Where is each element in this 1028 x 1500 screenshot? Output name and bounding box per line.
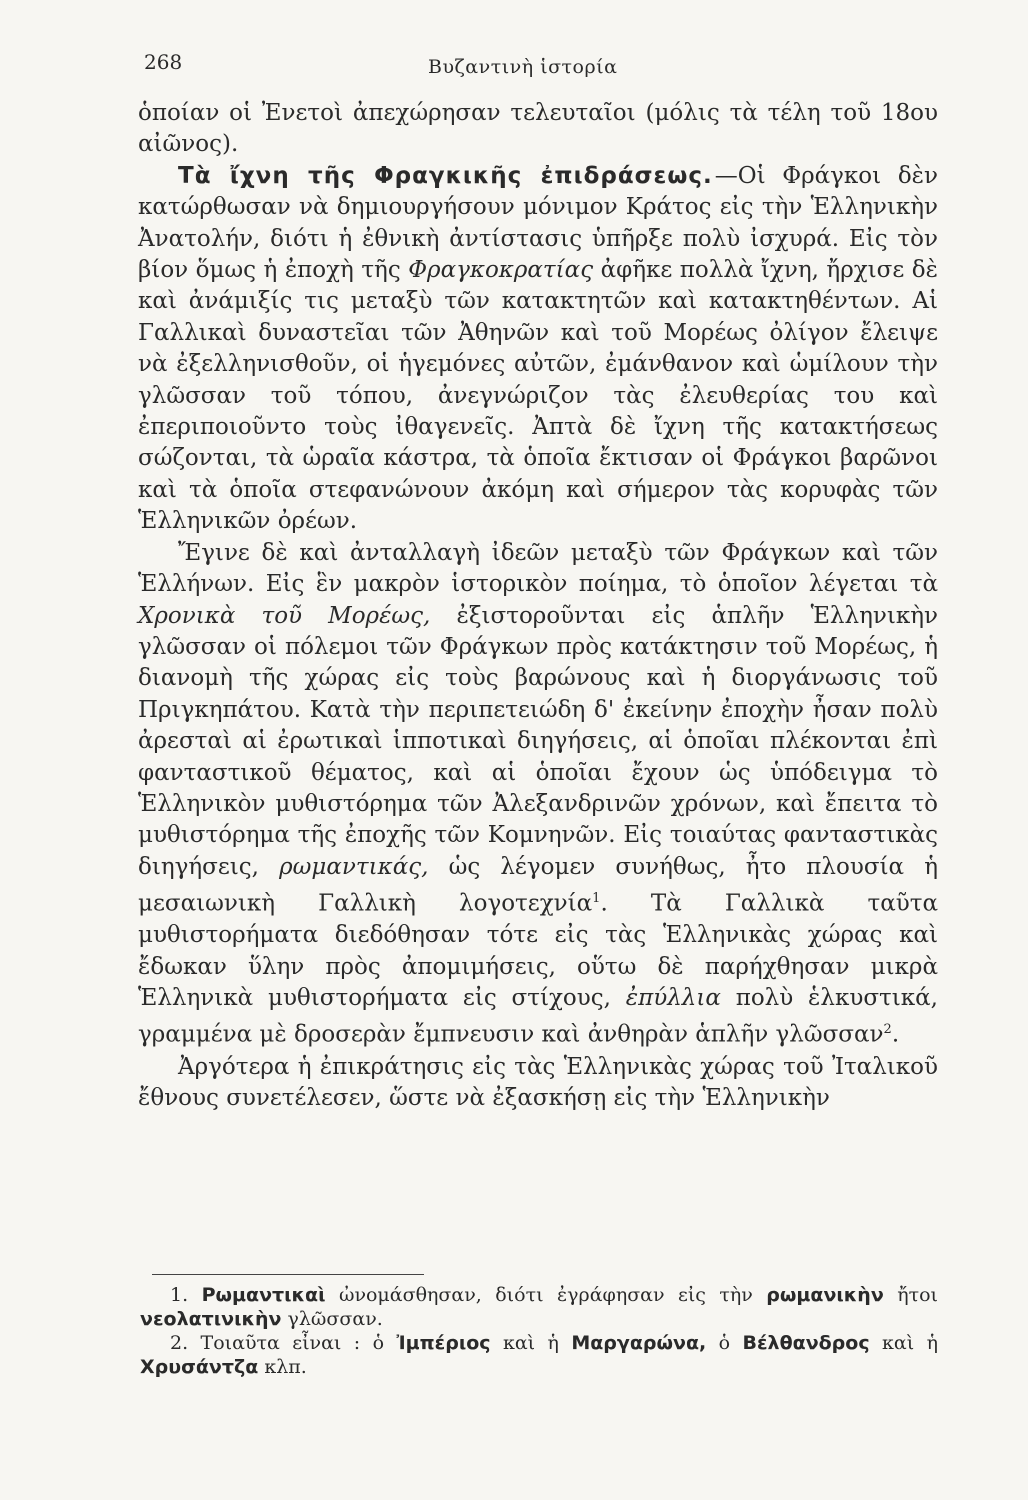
footnotes <box>140 1283 938 1379</box>
paragraph-4: Ἀργότερα ἡ ἐπικράτησις εἰς τὰς Ἑλληνικὰς χώρας τοῦ Ἰταλικοῦ ἔθνους συνετέλεσεν, ὥστε νὰ ἐξασκήσῃ εἰς τὴν Ἑλληνικὴν <box>138 1053 938 1111</box>
footnote-divider <box>152 1274 424 1275</box>
footnote-1: 1. Ρωμαντικαὶ ὠνομάσθησαν, διότι ἐγράφησαν εἰς τὴν ρωμανικὴν ἤτοι νεολατινικὴν γλῶσσαν. <box>140 1284 938 1330</box>
paragraph-2: Τὰ ἴχνη τῆς Φραγκικῆς ἐπιδράσεως.—Οἱ Φράγκοι δὲν κατώρθωσαν νὰ δημιουργήσουν μόνιμον Κράτος εἰς τὴν Ἑλληνικὴν Ἀνατολήν, διότι ἡ ἐθνικὴ ἀντίστασις ὑπῆρξε πολὺ ἰσχυρά. Εἰς τὸν βίον ὅμως ἡ ἐποχὴ τῆς Φραγκοκρατίας ἀφῆκε πολλὰ ἴχνη, ἤρχισε δὲ καὶ ἀνάμιξίς τις μεταξὺ τῶν κατακτητῶν καὶ κατακτηθέντων. Αἱ Γαλλικαὶ δυναστεῖαι τῶν Ἀθηνῶν καὶ τοῦ Μορέως ὀλίγον ἔλειψε νὰ ἐξελληνισθοῦν, οἱ ἡγεμόνες αὐτῶν, ἐμάνθανον καὶ ὡμίλουν τὴν γλῶσσαν τοῦ τόπου, ἀνεγνώριζον τὰς ἐλευθερίας του καὶ ἐπεριποιοῦντο τοὺς ἰθαγενεῖς. Ἀπτὰ δὲ ἴχνη τῆς κατακτήσεως σώζονται, τὰ ὡραῖα κάστρα, τὰ ὁποῖα ἔκτισαν οἱ Φράγκοι βαρῶνοι καὶ τὰ ὁποῖα στεφανώνουν ἀκόμη καὶ σήμερον τὰς κορυφὰς τῶν Ἑλληνικῶν ὀρέων. <box>138 162 938 535</box>
footnote-ref-2: 2 <box>883 1022 892 1038</box>
page-number: 268 <box>144 50 183 74</box>
paragraph-1: ὁποίαν οἱ Ἐνετοὶ ἀπεχώρησαν τελευταῖοι (μόλις τὰ τέλη τοῦ 18ου αἰῶνος). <box>138 100 938 158</box>
paragraph-3: Ἔγινε δὲ καὶ ἀνταλλαγὴ ἰδεῶν μεταξὺ τῶν Φράγκων καὶ τῶν Ἑλλήνων. Εἰς ἓν μακρὸν ἱστορικὸν ποίημα, τὸ ὁποῖον λέγεται τὰ Χρονικὰ τοῦ Μορέως, ἐξιστοροῦνται εἰς ἁπλῆν Ἑλληνικὴν γλῶσσαν οἱ πόλεμοι τῶν Φράγκων πρὸς κατάκτησιν τοῦ Μορέως, ἡ διανομὴ τῆς χώρας εἰς τοὺς βαρώνους καὶ ἡ διοργάνωσις τοῦ Πριγκηπάτου. Κατὰ τὴν περιπετειώδη δ' ἐκείνην ἐποχὴν ἦσαν πολὺ ἀρεσταὶ αἱ ἐρωτικαὶ ἱπποτικαὶ διηγήσεις, αἱ ὁποῖαι πλέκονται ἐπὶ φανταστικοῦ θέματος, καὶ αἱ ὁποῖαι ἔχουν ὡς ὑπόδειγμα τὸ Ἑλληνικὸν μυθιστόρημα τῶν Ἀλεξανδρινῶν χρόνων, καὶ ἔπειτα τὸ μυθιστόρημα τῆς ἐποχῆς τῶν Κομνηνῶν. Εἰς τοιαύτας φανταστικὰς διηγήσεις, ρωμαντικάς, ὡς λέγομεν συνήθως, ἦτο πλουσία ἡ μεσαιωνικὴ Γαλλικὴ λογοτεχνία$^1$. Τὰ Γαλλικὰ ταῦτα μυθιστορήματα διεδόθησαν τότε εἰς τὰς Ἑλληνικὰς χώρας καὶ ἔδωκαν ὕλην πρὸς ἀπομιμήσεις, οὕτω δὲ παρήχθησαν μικρὰ Ἑλληνικὰ μυθιστορήματα εἰς στίχους, ἐπύλλια πολὺ ἑλκυστικά, γραμμένα μὲ δροσερὰν ἔμπνευσιν καὶ ἀνθηρὰν ἁπλῆν γλῶσσαν$^2$. <box>138 539 938 1049</box>
section-heading: Τὰ ἴχνη τῆς Φραγκικῆς ἐπιδράσεως. <box>178 162 713 189</box>
running-title: Βυζαντινὴ ἱστορία <box>428 56 618 78</box>
footnote-ref-1: 1 <box>592 891 601 907</box>
main-text <box>138 98 938 1114</box>
page-header <box>138 50 938 82</box>
footnote-2: 2. Τοιαῦτα εἶναι : ὁ Ἰμπέριος καὶ ἡ Μαργαρώνα, ὁ Βέλθανδρος καὶ ἡ Χρυσάντζα κλπ. <box>140 1332 938 1378</box>
